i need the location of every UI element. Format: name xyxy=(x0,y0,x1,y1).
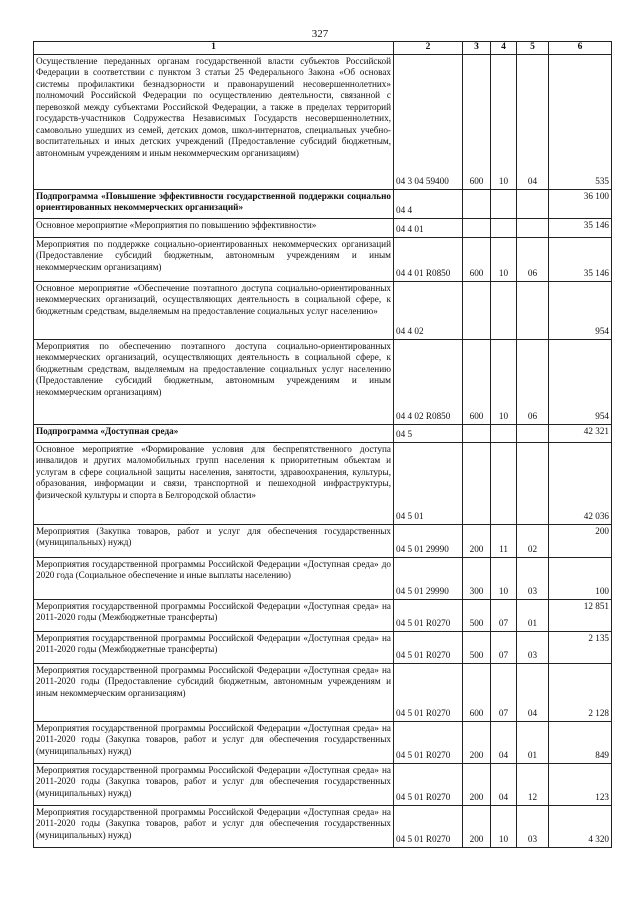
row-code: 04 5 01 xyxy=(394,442,463,524)
row-rz xyxy=(491,281,517,339)
row-pr: 03 xyxy=(517,557,549,599)
column-header: 1 xyxy=(34,42,394,55)
row-code: 04 5 01 R0270 xyxy=(394,763,463,805)
row-vr: 600 xyxy=(463,54,491,189)
table-row xyxy=(34,721,612,763)
row-description: Мероприятия (Закупка товаров, работ и услуг для обеспечения государственных (муниципальных) нужд) xyxy=(34,524,394,557)
row-description: Основное мероприятие «Обеспечение поэтапного доступа социально-ориентированных некоммерческих организаций, осуществляющих деятельность в социальной сфере, к бюджетным средствам, выделяемым на предоставление социальных услуг населению» xyxy=(34,281,394,339)
row-vr: 600 xyxy=(463,663,491,721)
row-amount: 100 xyxy=(549,557,612,599)
row-pr xyxy=(517,424,549,442)
header-row xyxy=(34,42,612,55)
row-pr xyxy=(517,218,549,237)
row-pr: 03 xyxy=(517,805,549,847)
table-row xyxy=(34,557,612,599)
row-code: 04 5 01 R0270 xyxy=(394,721,463,763)
row-description: Мероприятия государственной программы Российской Федерации «Доступная среда» на 2011-2020 годы (Закупка товаров, работ и услуг для обеспечения государственных (муниципальных) нужд) xyxy=(34,763,394,805)
row-vr: 500 xyxy=(463,599,491,631)
row-pr xyxy=(517,189,549,218)
row-pr: 04 xyxy=(517,54,549,189)
column-header: 4 xyxy=(491,42,517,55)
row-amount: 42 321 xyxy=(549,424,612,442)
table-row xyxy=(34,54,612,189)
table-row xyxy=(34,663,612,721)
row-pr: 12 xyxy=(517,763,549,805)
row-rz xyxy=(491,189,517,218)
row-description: Мероприятия государственной программы Российской Федерации «Доступная среда» на 2011-2020 годы (Межбюджетные трансферты) xyxy=(34,599,394,631)
row-code: 04 5 01 R0270 xyxy=(394,805,463,847)
row-amount: 35 146 xyxy=(549,237,612,281)
row-amount: 849 xyxy=(549,721,612,763)
row-rz: 11 xyxy=(491,524,517,557)
row-code: 04 5 xyxy=(394,424,463,442)
row-pr: 06 xyxy=(517,339,549,424)
table-row xyxy=(34,631,612,663)
table-row xyxy=(34,218,612,237)
row-vr xyxy=(463,218,491,237)
table-row xyxy=(34,763,612,805)
row-rz: 10 xyxy=(491,805,517,847)
row-code: 04 4 02 xyxy=(394,281,463,339)
row-description: Мероприятия государственной программы Российской Федерации «Доступная среда» на 2011-2020 годы (Закупка товаров, работ и услуг для обеспечения государственных (муниципальных) нужд) xyxy=(34,721,394,763)
row-amount: 36 100 xyxy=(549,189,612,218)
row-rz xyxy=(491,424,517,442)
row-pr: 04 xyxy=(517,663,549,721)
row-code: 04 4 01 xyxy=(394,218,463,237)
row-amount: 123 xyxy=(549,763,612,805)
table-row xyxy=(34,189,612,218)
row-description: Мероприятия государственной программы Российской Федерации «Доступная среда» на 2011-2020 годы (Предоставление субсидий бюджетным, автономным учреждениям и иным некоммерческим организациям) xyxy=(34,663,394,721)
row-vr: 600 xyxy=(463,237,491,281)
row-rz: 10 xyxy=(491,557,517,599)
row-pr xyxy=(517,281,549,339)
row-vr xyxy=(463,281,491,339)
table-row xyxy=(34,442,612,524)
row-rz: 04 xyxy=(491,721,517,763)
row-description: Мероприятия по поддержке социально-ориентированных некоммерческих организаций (Предоставление субсидий бюджетным, автономным учреждениям и иным некоммерческим организациям) xyxy=(34,237,394,281)
row-code: 04 3 04 59400 xyxy=(394,54,463,189)
row-vr: 200 xyxy=(463,721,491,763)
row-pr: 03 xyxy=(517,631,549,663)
row-description: Мероприятия государственной программы Российской Федерации «Доступная среда» до 2020 года (Социальное обеспечение и иные выплаты населению) xyxy=(34,557,394,599)
row-vr: 200 xyxy=(463,805,491,847)
row-code: 04 5 01 R0270 xyxy=(394,599,463,631)
row-rz: 07 xyxy=(491,599,517,631)
row-description: Основное мероприятие «Мероприятия по повышению эффективности» xyxy=(34,218,394,237)
row-rz: 10 xyxy=(491,339,517,424)
table-row xyxy=(34,599,612,631)
row-vr: 200 xyxy=(463,763,491,805)
table-row xyxy=(34,281,612,339)
table-row xyxy=(34,339,612,424)
row-amount: 35 146 xyxy=(549,218,612,237)
row-code: 04 5 01 R0270 xyxy=(394,631,463,663)
row-amount: 2 128 xyxy=(549,663,612,721)
row-pr xyxy=(517,442,549,524)
row-amount: 42 036 xyxy=(549,442,612,524)
row-rz: 07 xyxy=(491,631,517,663)
row-rz xyxy=(491,218,517,237)
column-header: 3 xyxy=(463,42,491,55)
row-amount: 535 xyxy=(549,54,612,189)
row-description: Мероприятия государственной программы Российской Федерации «Доступная среда» на 2011-2020 годы (Закупка товаров, работ и услуг для обеспечения государственных (муниципальных) нужд) xyxy=(34,805,394,847)
row-rz: 04 xyxy=(491,763,517,805)
row-code: 04 4 xyxy=(394,189,463,218)
row-rz: 07 xyxy=(491,663,517,721)
row-code: 04 4 01 R0850 xyxy=(394,237,463,281)
row-pr: 01 xyxy=(517,599,549,631)
row-vr xyxy=(463,442,491,524)
column-header: 6 xyxy=(549,42,612,55)
row-vr: 600 xyxy=(463,339,491,424)
row-rz xyxy=(491,442,517,524)
row-description: Осуществление переданных органам государственной власти субъектов Российской Федерации в соответствии с пунктом 3 статьи 25 Федерального Закона «Об основах системы профилактики безнадзорности и правонарушений несовершеннолетних» полномочий Российской Федерации по осуществлению деятельности, связанной с перевозкой между субъектами Российской Федерации, а также в пределах территорий государств-участников Содружества Независимых Государств несовершеннолетних, самовольно ушедших из семей, детских домов, школ-интернатов, специальных учебно-воспитательных и иных детских учреждений (Предоставление субсидий бюджетным, автономным учреждениям и иным некоммерческим организациям) xyxy=(34,54,394,189)
row-description: Мероприятия по обеспечению поэтапного доступа социально-ориентированных некоммерческих организаций, осуществляющих деятельность в социальной сфере, к бюджетным средствам, выделяемым на предоставление социальных услуг населению (Предоставление субсидий бюджетным, автономным учреждениям и иным некоммерческим организациям) xyxy=(34,339,394,424)
row-rz: 10 xyxy=(491,54,517,189)
row-code: 04 5 01 29990 xyxy=(394,557,463,599)
row-pr: 02 xyxy=(517,524,549,557)
row-vr: 500 xyxy=(463,631,491,663)
row-vr: 300 xyxy=(463,557,491,599)
row-code: 04 5 01 29990 xyxy=(394,524,463,557)
row-pr: 01 xyxy=(517,721,549,763)
row-amount: 12 851 xyxy=(549,599,612,631)
table-row xyxy=(34,237,612,281)
table-row xyxy=(34,524,612,557)
row-description: Подпрограмма «Доступная среда» xyxy=(34,424,394,442)
table-row xyxy=(34,424,612,442)
column-header: 2 xyxy=(394,42,463,55)
row-description: Мероприятия государственной программы Российской Федерации «Доступная среда» на 2011-2020 годы (Межбюджетные трансферты) xyxy=(34,631,394,663)
table-row xyxy=(34,805,612,847)
row-vr xyxy=(463,189,491,218)
row-amount: 2 135 xyxy=(549,631,612,663)
row-vr xyxy=(463,424,491,442)
row-code: 04 5 01 R0270 xyxy=(394,663,463,721)
row-amount: 954 xyxy=(549,339,612,424)
page-number: 327 xyxy=(311,28,329,40)
column-header: 5 xyxy=(517,42,549,55)
row-vr: 200 xyxy=(463,524,491,557)
row-code: 04 4 02 R0850 xyxy=(394,339,463,424)
row-description: Подпрограмма «Повышение эффективности государственной поддержки социально ориентированных некоммерческих организаций» xyxy=(34,189,394,218)
row-amount: 4 320 xyxy=(549,805,612,847)
row-pr: 06 xyxy=(517,237,549,281)
row-amount: 200 xyxy=(549,524,612,557)
budget-table xyxy=(33,41,612,848)
row-amount: 954 xyxy=(549,281,612,339)
row-rz: 10 xyxy=(491,237,517,281)
row-description: Основное мероприятие «Формирование условия для беспрепятственного доступа инвалидов и других маломобильных групп населения к приоритетным объектам и услугам в сфере социальной защиты населения, занятости, здравоохранения, культуры, образования, информации и связи, транспортной и пешеходной инфраструктуры, физической культуры и спорта в Белгородской области» xyxy=(34,442,394,524)
